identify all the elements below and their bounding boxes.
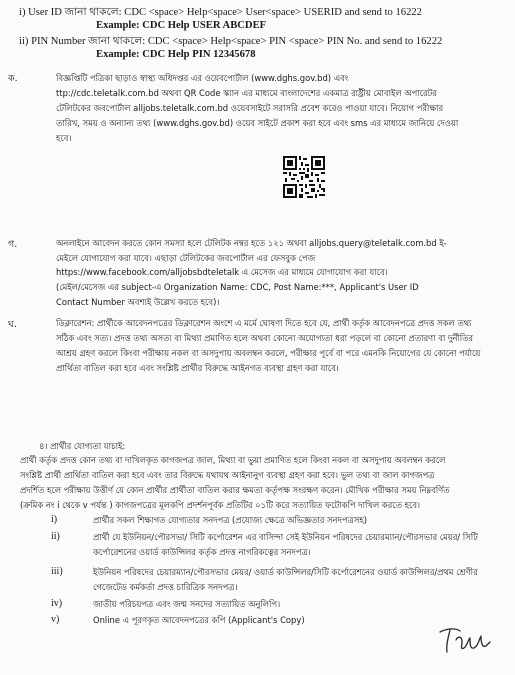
section-ka-line: হবে। <box>56 133 72 143</box>
section-ka-line: টেলিটকের জবপোর্টাল alljobs.teletalk.com.bd ওয়েবসাইটে সরাসরি প্রবেশ করেও পাওয়া যাবে। নিয়োগ পরীক্ষার <box>56 103 444 113</box>
section-gha-line: সঠিক এবং সত্য। প্রদত্ত তথ্য অসত্য বা মিথ্যা প্রমাণিত হলে অথবা কোনো অযোগ্যতা ধরা পড়লে বা কোনো প্রতারণা বা দুর্নীতির <box>56 333 474 343</box>
section-8-para-line: সংশ্লিষ্ট প্রার্থী প্রার্থিতা বাতিল করা হবে এবং তার বিরুদ্ধে যথাযথ আইনানুগ ব্যবস্থা গ্রহণ করা হবে। ভুল তথ্য বা জাল কাগজপত্র <box>20 470 435 480</box>
section-ka-line: তারিখ, সময় ও অন্যান্য তথ্য (www.dghs.gov.bd) ওয়েব সাইটে প্রকাশ করা হবে এবং sms এর মাধ্যমে জানিয়ে দেওয়া <box>56 118 459 128</box>
section-ga-line: অনলাইনে আবেদন করতে কোন সমস্যা হলে টেলিটক নম্বর হতে ১২১ অথবা alljobs.query@teletalk.com.bd ই- <box>56 238 447 248</box>
section-gha-line: আশ্রয় গ্রহণ করলে কিংবা পরীক্ষায় নকল বা অসদুপায় অবলম্বন করলে, পরীক্ষার পূর্বে বা পরে এমনকি নিয়োগের যে কোনো পর্যায়ে <box>56 348 481 358</box>
section-ka-marker: ক. <box>8 73 18 84</box>
list-item-text: Online এ পূরণকৃত আবেদনপত্রের কপি (Applicant's Copy) <box>93 615 305 625</box>
section-ga-line: মেইলে যোগাযোগ করা যাবে। এছাড়া টেলিটকের জবপোর্টাল এর ফেসবুক পেজ <box>56 253 316 263</box>
section-gha-line: ডিক্লারেশন: প্রার্থীকে আবেদনপত্রের ডিক্লারেশন অংশে এ মর্মে ঘোষণা দিতে হবে যে, প্রার্থী কর্তৃক আবেদনপত্রে প্রদত্ত সকল তথ্য <box>56 318 472 328</box>
list-item-number: v) <box>51 614 60 625</box>
sms-pin-example: Example: CDC Help PIN 12345678 <box>96 49 256 60</box>
section-8-para-line: (ক্রমিক নং i থেকে v পর্যন্ত ) কাগজপত্রের মূলকপি প্রদর্শনপূর্বক প্রতিটির ০১টি করে সত্যায়িত ফটোকপি দাখিল করতে হবে। <box>20 500 421 510</box>
sms-pin-line: ii) PIN Number জানা থাকলে: CDC <space> Help<space> PIN <space> PIN No. and send to 16222 <box>19 36 443 47</box>
section-ga-line: (মেইল/মেসেজ এর subject-এ Organization Name: CDC, Post Name:***, Applicant's User ID <box>56 282 419 292</box>
list-item-number: ii) <box>51 531 60 542</box>
sms-userid-line: i) User ID জানা থাকলে: CDC <space> Help<space> User<space> USERID and send to 16222 <box>19 7 422 18</box>
signature <box>434 622 496 658</box>
section-ga-line: Contact Number অবশ্যই উল্লেখ করতে হবে)। <box>56 297 220 307</box>
section-ga-marker: গ. <box>8 239 18 250</box>
list-item-number: iii) <box>51 566 63 577</box>
section-ga-line: https://www.facebook.com/alljobsbdteletalk এ মেসেজ এর মাধ্যমে যোগাযোগ করা যাবে। <box>56 267 388 277</box>
list-item-text: গেজেটেড কর্মকর্তা প্রদত্ত চারিত্রিক সনদপত্র। <box>93 582 238 592</box>
list-item-text: প্রার্থীর সকল শিক্ষাগত যোগ্যতার সনদপত্র (প্রযোজ্য ক্ষেত্রে অভিজ্ঞতার সনদপত্রসহ) <box>93 515 367 525</box>
section-8-heading: ৪। প্রার্থীর যোগ্যতা যাচাই: <box>39 441 126 451</box>
list-item-text: প্রার্থী যে ইউনিয়ন/পৌরসভা/ সিটি কর্পোরেশন এর বাসিন্দা সেই ইউনিয়ন পরিষদের চেয়ারম্যান/পৌরসভার মেয়র/ সিটি <box>93 532 478 542</box>
qr-code <box>283 156 325 198</box>
list-item-number: i) <box>51 514 58 525</box>
sms-userid-example: Example: CDC Help USER ABCDEF <box>96 20 267 31</box>
list-item-text: ইউনিয়ন পরিষদের চেয়ারম্যান/পৌরসভার মেয়র/ ওয়ার্ড কাউন্সিলর/সিটি কর্পোরেশনের ওয়ার্ড কাউন্সিলর/প্রথম শ্রেণীর <box>93 567 478 577</box>
section-8-para-line: প্রার্থী কর্তৃক প্রদত্ত কোন তথ্য বা দাখিলকৃত কাগজপত্র জাল, মিথ্যা বা ভুয়া প্রমাণিত হলে কিংবা নকল বা অসদুপায় অবলম্বন করলে <box>20 455 446 465</box>
list-item-number: iv) <box>51 598 63 609</box>
section-gha-line: প্রার্থিতা বাতিল করা হবে এবং সংশ্লিষ্ট প্রার্থীর বিরুদ্ধে আইনগত ব্যবস্থা গ্রহণ করা যাবে। <box>56 363 339 373</box>
section-gha-marker: ঘ. <box>8 319 17 330</box>
section-ka-line: বিজ্ঞপ্তিটি পত্রিকা ছাড়াও স্বাস্থ্য অধিদপ্তর এর ওয়েবপোর্টাল (www.dghs.gov.bd) এবং <box>56 73 349 83</box>
section-ka-line: ttp://cdc.teletalk.com.bd অথবা QR Code স্ক্যান এর মাধ্যমে বাংলাদেশের একমাত্র রাষ্ট্রীয় মোবাইল অপারেটর <box>56 88 437 98</box>
list-item-text: কর্পোরেশনের ওয়ার্ড কাউন্সিলর কর্তৃক প্রদত্ত নাগরিকত্বের সনদপত্র। <box>93 547 311 557</box>
list-item-text: জাতীয় পরিচয়পত্র এবং জন্ম সনদের সত্যায়িত অনুলিপি। <box>93 599 281 609</box>
section-8-para-line: প্রদর্শিত হলে পরীক্ষায় উত্তীর্ণ যে কোন প্রার্থীর প্রার্থীতা বাতিল করার ক্ষমতা কর্তৃপক্ষ সংরক্ষণ করেন। মৌখিক পরীক্ষার সময় নিম্নবর্ণিত <box>20 485 450 495</box>
